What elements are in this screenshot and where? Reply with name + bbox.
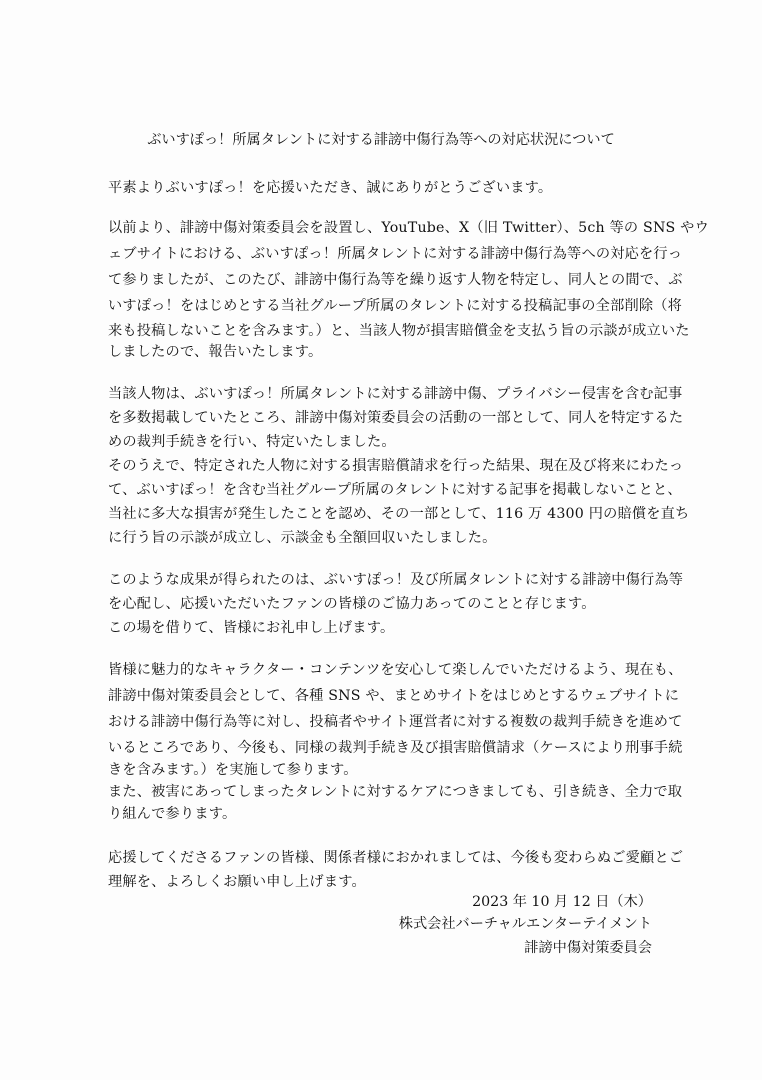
- para4-line-4: いるところであり、今後も、同様の裁判手続き及び損害賠償請求（ケースにより刑事手続: [108, 740, 683, 756]
- para1-line-1: 以前より、誹謗中傷対策委員会を設置し、YouTube、X（旧 Twitter）、5ch 等の SNS やウ: [108, 220, 709, 236]
- para4-line-3: おける誹謗中傷行為等に対し、投稿者やサイト運営者に対する複数の裁判手続きを進めて: [108, 714, 683, 730]
- para3-line-2: を心配し、応援いただいたファンの皆様のご協力あってのことと存じます。: [108, 596, 596, 612]
- para2-line-3: めの裁判手続きを行い、特定いたしました。: [108, 434, 396, 450]
- para1-line-3: て参りましたが、このたび、誹謗中傷行為等を繰り返す人物を特定し、同人との間で、ぶ: [108, 272, 683, 288]
- para4-line-2: 誹謗中傷対策委員会として、各種 SNS や、まとめサイトをはじめとするウェブサイトに: [108, 688, 680, 704]
- para4-line-5: きを含みます。）を実施して参ります。: [108, 762, 358, 778]
- para2-line-4: そのうえで、特定された人物に対する損害賠償請求を行った結果、現在及び将来にわたっ: [108, 458, 684, 474]
- para4-line-7: り組んで参ります。: [108, 806, 237, 822]
- para3-line-1: このような成果が得られたのは、ぶいすぽっ！及び所属タレントに対する誹謗中傷行為等: [108, 572, 684, 588]
- para2-line-7: に行う旨の示談が成立し、示談金も全額回収いたしました。: [108, 530, 497, 546]
- para2-line-1: 当該人物は、ぶいすぽっ！所属タレントに対する誹謗中傷、プライバシー侵害を含む記事: [108, 386, 683, 402]
- para2-line-6: 当社に多大な損害が発生したことを認め、その一部として、116 万 4300 円の賠償を直ち: [108, 506, 690, 522]
- para3-line-3: この場を借りて、皆様にお礼申し上げます。: [108, 620, 395, 636]
- para4-line-1: 皆様に魅力的なキャラクター・コンテンツを安心して楽しんでいただけるよう、現在も、: [108, 662, 683, 678]
- para1-line-6: しましたので、報告いたします。: [108, 344, 323, 360]
- para2-line-2: を多数掲載していたところ、誹謗中傷対策委員会の活動の一部として、同人を特定するた: [108, 410, 684, 426]
- document-date: 2023 年 10 月 12 日（木）: [472, 894, 652, 910]
- committee-name: 誹謗中傷対策委員会: [524, 940, 652, 956]
- document-title: ぶいすぽっ！所属タレントに対する誹謗中傷行為等への対応状況について: [147, 132, 615, 148]
- para5-line-1: 応援してくださるファンの皆様、関係者様におかれましては、今後も変わらぬご愛顧とご: [108, 850, 684, 866]
- para1-line-4: いすぽっ！をはじめとする当社グループ所属のタレントに対する投稿記事の全部削除（将: [108, 298, 683, 314]
- para2-line-5: て、ぶいすぽっ！を含む当社グループ所属のタレントに対する記事を掲載しないことと、: [108, 482, 682, 498]
- para1-line-5: 来も投稿しないことを含みます。）と、当該人物が損害賠償金を支払う旨の示談が成立いた: [108, 323, 690, 339]
- para1-line-2: ェブサイトにおける、ぶいすぽっ！所属タレントに対する誹謗中傷行為等への対応を行っ: [108, 246, 683, 262]
- greeting-line: 平素よりぶいすぽっ！を応援いただき、誠にありがとうございます。: [108, 180, 553, 196]
- company-name: 株式会社バーチャルエンターテイメント: [398, 916, 652, 932]
- para4-line-6: また、被害にあってしまったタレントに対するケアにつきましても、引き続き、全力で取: [108, 784, 683, 800]
- para5-line-2: 理解を、よろしくお願い申し上げます。: [108, 874, 366, 890]
